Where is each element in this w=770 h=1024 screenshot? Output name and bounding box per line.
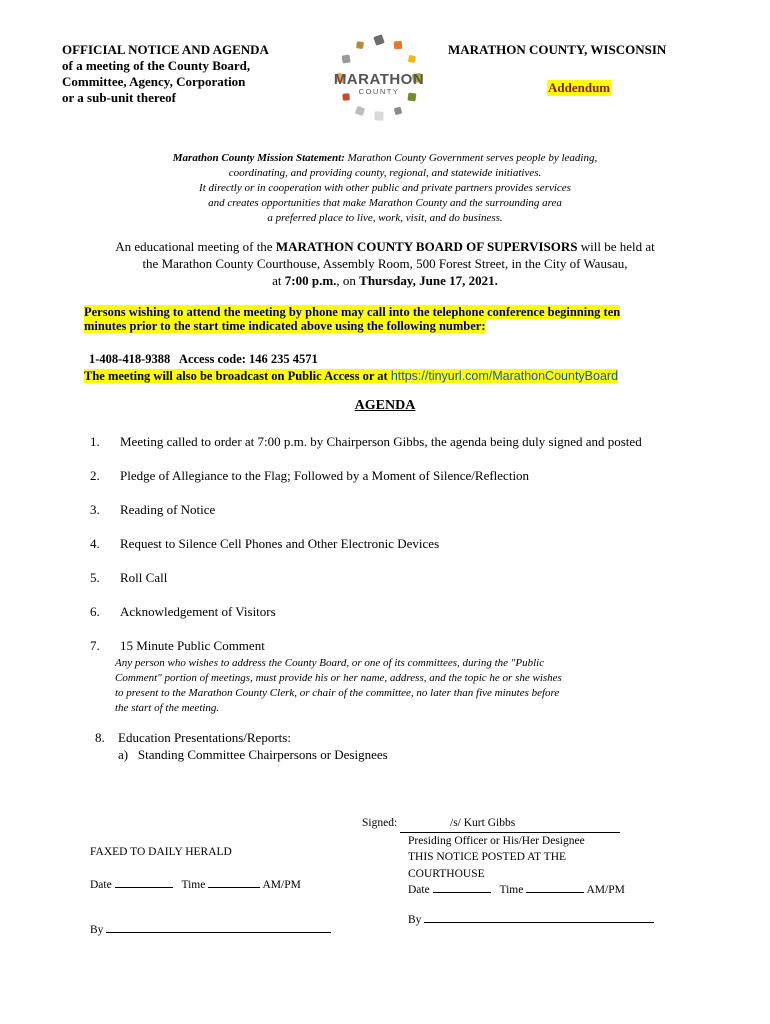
logo-square — [356, 41, 364, 49]
posted-location: COURTHOUSE — [408, 867, 485, 880]
phone-number: 1-408-418-9388 Access code: 146 235 4571 — [89, 352, 318, 366]
faxed-by-field[interactable] — [106, 932, 331, 933]
agenda-item-number: 6. — [90, 604, 100, 619]
agenda-item-text: Pledge of Allegiance to the Flag; Followed by a Moment of Silence/Reflection — [120, 468, 530, 483]
addendum-label: Addendum — [548, 80, 611, 95]
logo-sub: COUNTY — [358, 87, 400, 96]
intro-text: will be held at — [577, 239, 655, 254]
agenda-item-number: 8. — [95, 730, 105, 745]
logo-square — [355, 106, 365, 116]
broadcast-line — [84, 369, 618, 384]
agenda-item-text: 15 Minute Public Comment — [120, 638, 265, 653]
faxed-date-field[interactable] — [115, 887, 173, 888]
posted-label: THIS NOTICE POSTED AT THE — [408, 851, 567, 863]
meeting-location: the Marathon County Courthouse, Assembly Room, 500 Forest Street, in the City of Wausau, — [142, 256, 628, 271]
faxed-time-label: Time — [181, 879, 206, 891]
public-comment-note-line: Any person who wishes to address the County Board, or one of its committees, during the "Public — [115, 657, 545, 669]
notice-heading-line: Committee, Agency, Corporation — [62, 74, 246, 89]
agenda-item-text: Acknowledgement of Visitors — [120, 604, 276, 619]
meeting-intro — [70, 238, 700, 289]
broadcast-link[interactable]: https://tinyurl.com/MarathonCountyBoard — [390, 369, 619, 383]
mission-text: It directly or in cooperation with other public and private partners provides services — [199, 182, 571, 194]
logo-square — [408, 55, 416, 63]
mission-text: Marathon County Government serves people by leading, — [344, 152, 598, 164]
posted-by-label: By — [408, 913, 422, 926]
agenda-item-text: Meeting called to order at 7:00 p.m. by Chairperson Gibbs, the agenda being duly signed and posted — [120, 434, 642, 449]
posted-date-label: Date — [408, 884, 430, 896]
posted-time-field[interactable] — [526, 892, 584, 893]
mission-statement — [100, 151, 670, 226]
agenda-title: AGENDA — [354, 398, 416, 413]
logo-square — [373, 34, 385, 46]
presiding-officer-label: Presiding Officer or His/Her Designee — [408, 834, 585, 847]
agenda-item-number: 2. — [90, 468, 100, 483]
agenda-item-number: 4. — [90, 536, 100, 551]
public-comment-note-line: to present to the Marathon County Clerk, or chair of the committee, no later than five minutes before — [115, 687, 560, 699]
signed-label: Signed: — [362, 817, 398, 829]
logo-name: MARATHON — [333, 71, 425, 88]
agenda-item-number: 5. — [90, 570, 100, 585]
county-title: MARATHON COUNTY, WISCONSIN — [448, 42, 667, 57]
agenda-item-text: Roll Call — [120, 570, 168, 585]
intro-text: , on — [336, 273, 360, 288]
agenda-item-text: Education Presentations/Reports: — [118, 730, 291, 745]
intro-text: at — [272, 273, 285, 288]
faxed-by — [90, 924, 331, 936]
logo-square — [394, 41, 402, 49]
posted-by-field[interactable] — [424, 922, 654, 923]
posted-date-field[interactable] — [433, 892, 491, 893]
faxed-date-label: Date — [90, 879, 112, 891]
mission-label: Marathon County Mission Statement: — [172, 152, 345, 164]
logo-square — [342, 93, 349, 100]
mission-text: coordinating, and providing county, regional, and statewide initiatives. — [228, 167, 542, 179]
agenda-subitem: a) Standing Committee Chairpersons or Designees — [118, 747, 388, 762]
logo-graphic — [330, 30, 428, 126]
notice-heading-line: or a sub-unit thereof — [62, 90, 176, 105]
agenda-item-number: 7. — [90, 638, 100, 653]
signed-value: /s/ Kurt Gibbs — [400, 815, 620, 833]
posted-ampm: AM/PM — [586, 884, 625, 896]
notice-heading-line: of a meeting of the County Board, — [62, 58, 251, 73]
posted-time-label: Time — [499, 884, 524, 896]
faxed-by-label: By — [90, 924, 104, 936]
faxed-time-field[interactable] — [208, 887, 260, 888]
faxed-ampm: AM/PM — [262, 879, 301, 891]
faxed-date-time — [90, 879, 301, 891]
meeting-time: 7:00 p.m. — [284, 273, 337, 288]
public-comment-note — [115, 656, 635, 716]
marathon-county-logo — [330, 30, 428, 126]
phone-note-line: minutes prior to the start time indicated above using the following number: — [84, 319, 486, 333]
broadcast-text: The meeting will also be broadcast on Public Access or at — [84, 369, 391, 383]
public-comment-note-line: Comment" portion of meetings, must provide his or her name, address, and the topic he or she wishes — [115, 672, 562, 684]
meeting-date: Thursday, June 17, 2021. — [359, 273, 498, 288]
agenda-item-number: 1. — [90, 434, 100, 449]
signature-block — [362, 815, 654, 928]
logo-square — [394, 107, 403, 116]
faxed-title: FAXED TO DAILY HERALD — [90, 846, 232, 858]
notice-heading — [62, 42, 269, 106]
intro-text: An educational meeting of the — [115, 239, 276, 254]
logo-square — [374, 111, 383, 120]
logo-square — [341, 54, 350, 63]
mission-text: and creates opportunities that make Marathon County and the surrounding area — [208, 197, 562, 209]
logo-square — [407, 92, 416, 101]
phone-note-line: Persons wishing to attend the meeting by phone may call into the telephone conference beginning ten — [84, 305, 621, 319]
agenda-item-text: Request to Silence Cell Phones and Other Electronic Devices — [120, 536, 440, 551]
mission-text: a preferred place to live, work, visit, and do business. — [267, 212, 503, 224]
agenda-item-text: Reading of Notice — [120, 502, 216, 517]
agenda-item-number: 3. — [90, 502, 100, 517]
phone-attendance-note — [84, 305, 704, 333]
notice-heading-line: OFFICIAL NOTICE AND AGENDA — [62, 42, 269, 57]
public-comment-note-line: the start of the meeting. — [115, 702, 220, 714]
board-name: MARATHON COUNTY BOARD OF SUPERVISORS — [275, 239, 578, 254]
